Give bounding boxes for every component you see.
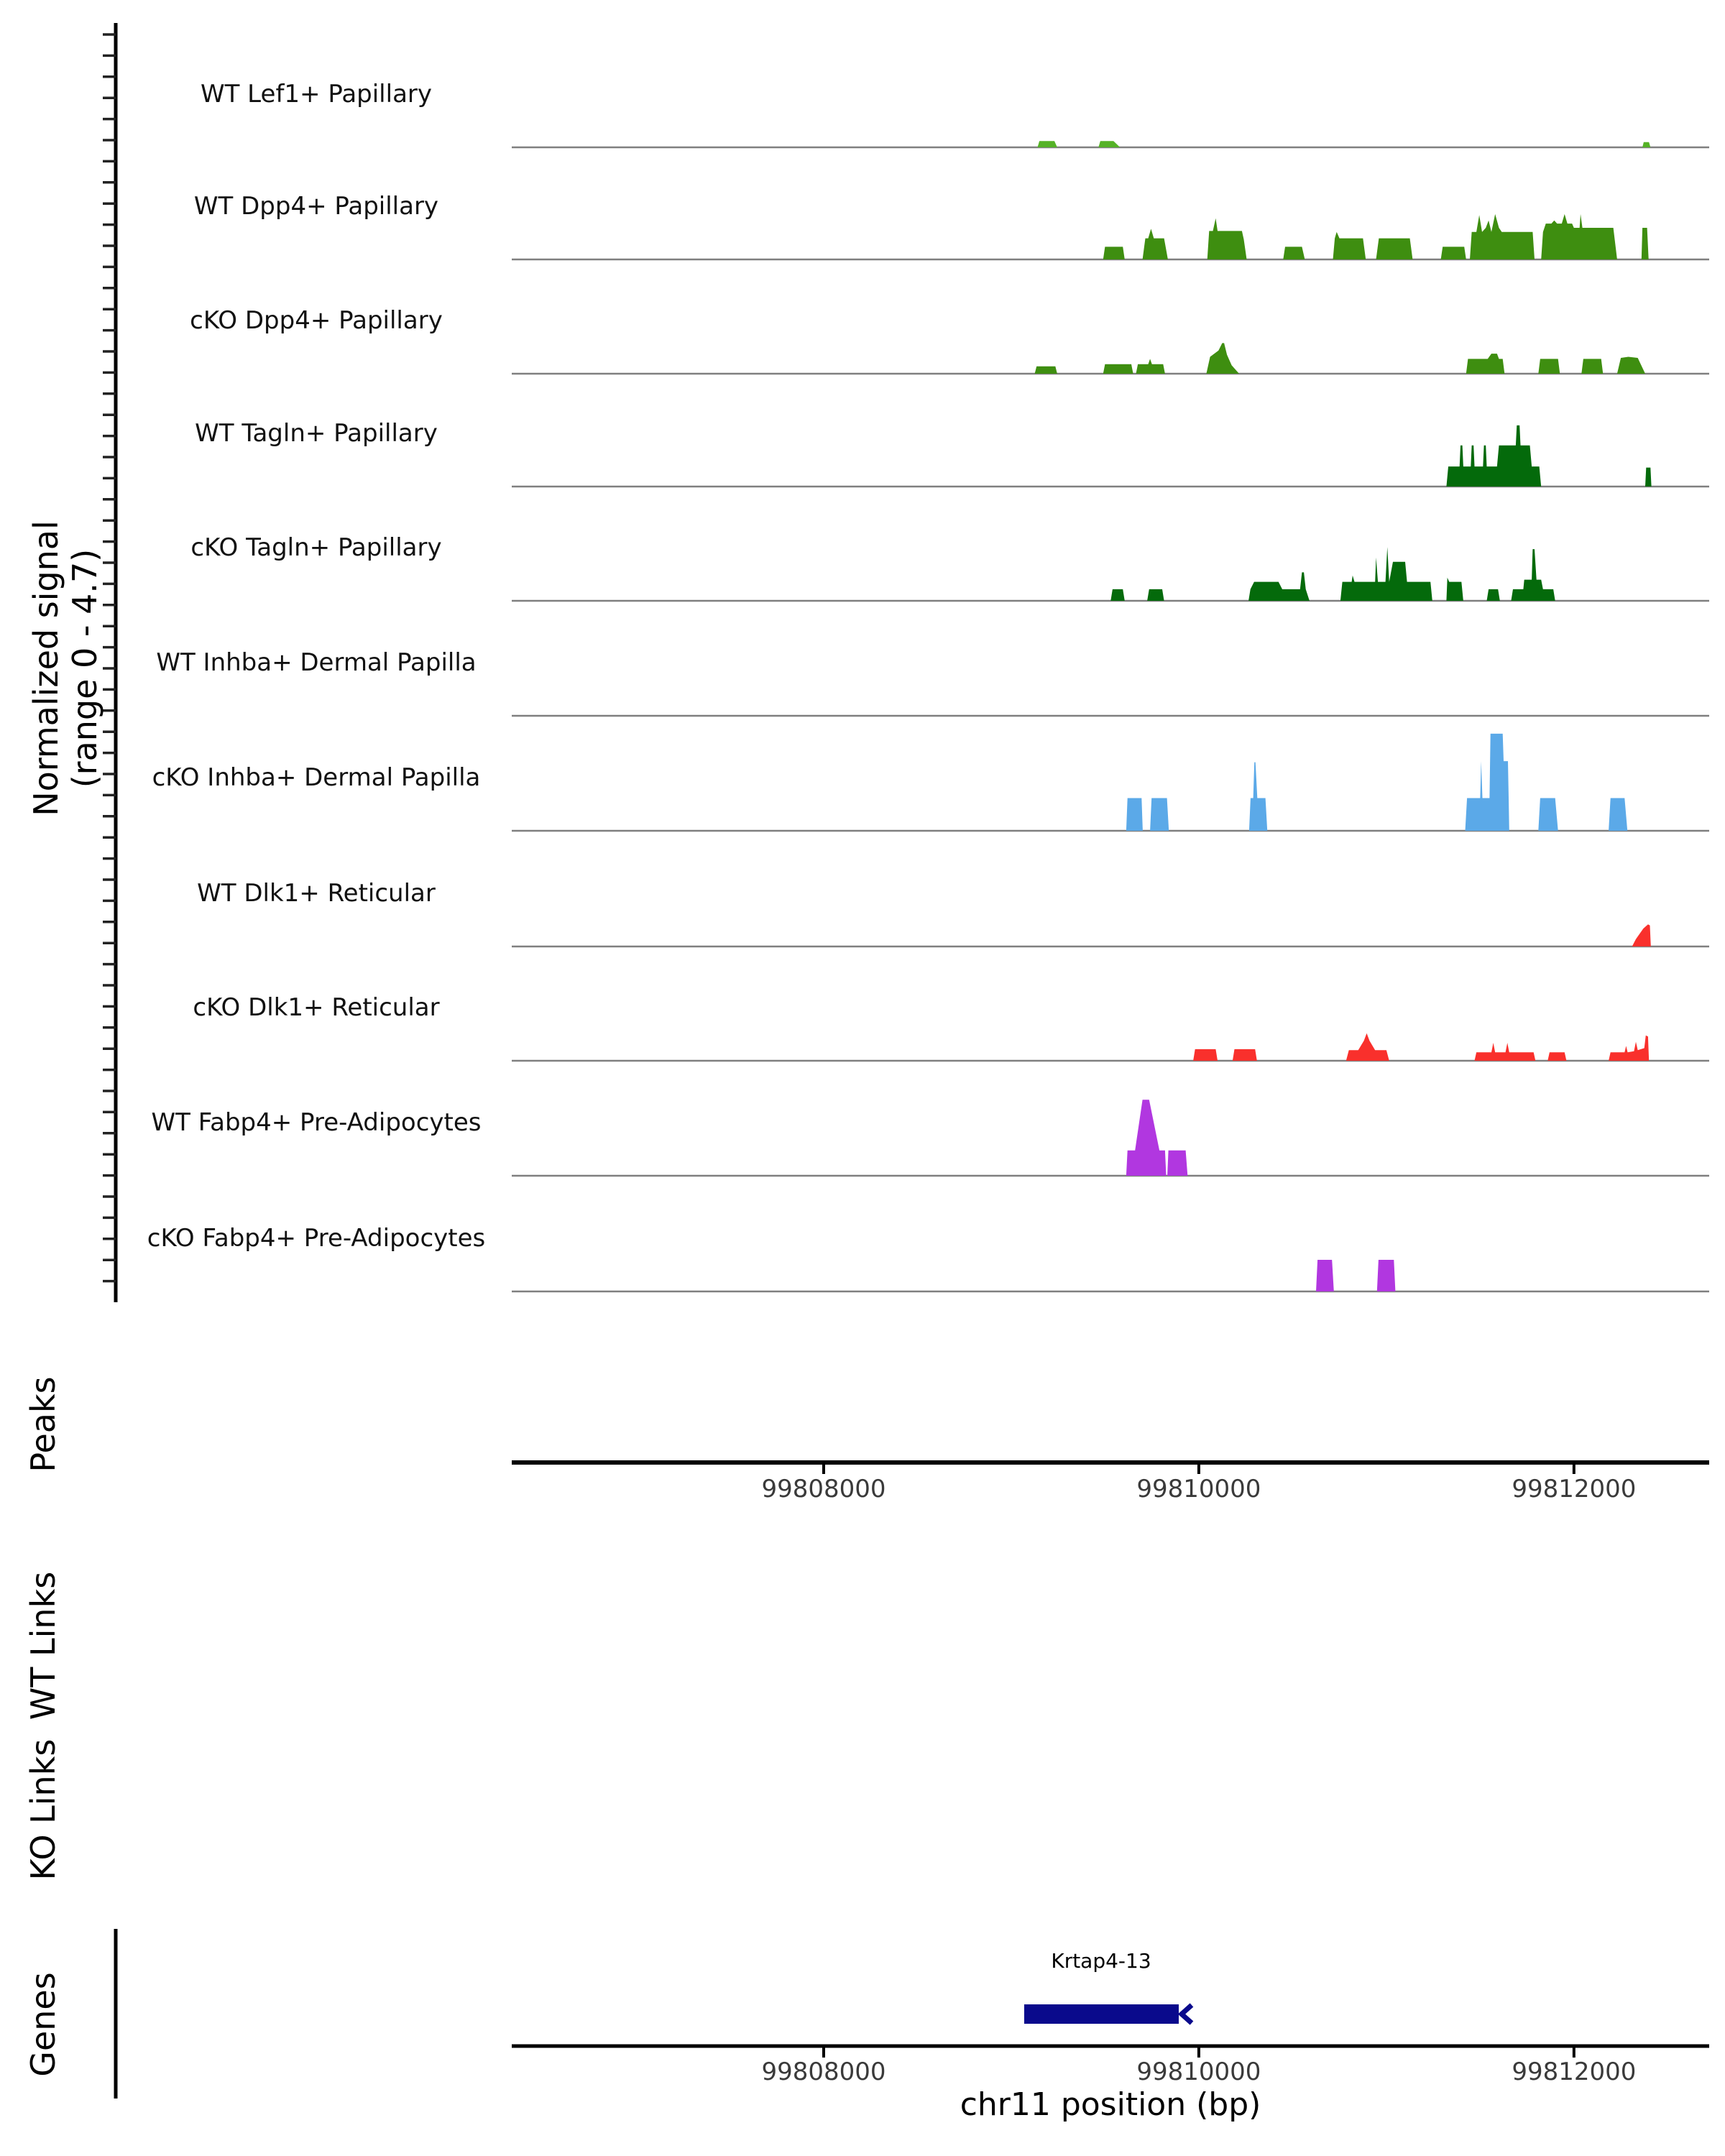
signal-peak-polygon — [1126, 798, 1143, 831]
section-label-genes: Genes — [24, 1972, 63, 2077]
signal-peak-polygon — [1143, 229, 1168, 259]
peaks-axis-tick-99812000: 99812000 — [1512, 1475, 1637, 1503]
signal-peak-polygon — [1110, 589, 1125, 601]
signal-peak-polygon — [1538, 359, 1560, 374]
signal-peak-polygon — [1581, 359, 1603, 374]
signal-peak-polygon — [1446, 425, 1541, 487]
y-axis-label-line2: (range 0 - 4.7) — [65, 548, 105, 788]
signal-peak-polygon — [1642, 228, 1649, 259]
track-label-cko-dlk1: cKO Dlk1+ Reticular — [193, 993, 440, 1022]
signal-peak-polygon — [1441, 247, 1466, 259]
signal-peak-polygon — [1035, 367, 1057, 374]
signal-peak-polygon — [1376, 239, 1413, 259]
track-label-wt-inhba: WT Inhba+ Dermal Papilla — [156, 648, 477, 677]
signal-peak-polygon — [1208, 218, 1247, 259]
peaks-axis-tick-99808000: 99808000 — [761, 1475, 886, 1503]
section-label-ko-links: KO Links — [24, 1738, 63, 1881]
peaks-axis-tick-99810000: 99810000 — [1136, 1475, 1261, 1503]
track-label-wt-fabp4: WT Fabp4+ Pre-Adipocytes — [151, 1108, 482, 1137]
signal-peak-polygon — [1446, 578, 1463, 601]
signal-peak-polygon — [1038, 141, 1057, 147]
signal-peak-polygon — [1377, 1260, 1396, 1291]
x-axis-tick-99808000: 99808000 — [761, 2058, 886, 2086]
signal-peak-polygon — [1609, 1036, 1649, 1061]
track-label-cko-dpp4: cKO Dpp4+ Papillary — [190, 306, 443, 335]
gene-strand-arrow-icon — [1182, 2005, 1192, 2023]
signal-peak-polygon — [1283, 247, 1305, 259]
signal-peak-polygon — [1346, 1033, 1389, 1061]
signal-peak-polygon — [1466, 734, 1509, 831]
signal-peak-polygon — [1167, 1151, 1187, 1176]
gene-name-krtap4-13: Krtap4-13 — [1051, 1949, 1151, 1973]
signal-peak-polygon — [1609, 798, 1627, 831]
signal-peak-polygon — [1103, 247, 1125, 259]
signal-peak-polygon — [1193, 1049, 1218, 1061]
gene-body-krtap4-13 — [1024, 2004, 1179, 2024]
signal-peak-polygon — [1547, 1052, 1566, 1061]
signal-peak-polygon — [1340, 547, 1432, 601]
signal-peak-polygon — [1487, 589, 1500, 601]
track-label-cko-fabp4: cKO Fabp4+ Pre-Adipocytes — [147, 1224, 486, 1253]
signal-peak-polygon — [1248, 572, 1310, 601]
signal-peak-polygon — [1632, 924, 1651, 946]
y-axis-label-line1: Normalized signal — [27, 520, 65, 816]
signal-peak-polygon — [1645, 468, 1652, 487]
section-label-peaks: Peaks — [24, 1376, 63, 1473]
signal-peak-polygon — [1249, 763, 1267, 831]
signal-peak-polygon — [1475, 1043, 1536, 1061]
signal-peak-polygon — [1333, 232, 1366, 259]
signal-peak-polygon — [1103, 364, 1133, 374]
track-label-wt-tagln: WT Tagln+ Papillary — [195, 419, 438, 448]
signal-peak-polygon — [1642, 142, 1650, 147]
signal-peak-polygon — [1541, 214, 1617, 259]
signal-peak-polygon — [1538, 798, 1558, 831]
signal-peak-polygon — [1147, 589, 1164, 601]
signal-peak-polygon — [1136, 359, 1165, 374]
signal-peak-polygon — [1466, 354, 1505, 374]
signal-peak-polygon — [1233, 1049, 1257, 1061]
section-label-wt-links: WT Links — [24, 1571, 63, 1720]
signal-peak-polygon — [1470, 214, 1535, 259]
signal-peak-polygon — [1617, 357, 1645, 374]
signal-peak-polygon — [1150, 798, 1169, 831]
track-label-cko-inhba: cKO Inhba+ Dermal Papilla — [152, 763, 481, 792]
signal-peak-polygon — [1126, 1100, 1167, 1176]
signal-peak-polygon — [1316, 1260, 1334, 1291]
signal-peak-polygon — [1206, 343, 1239, 374]
track-label-wt-dlk1: WT Dlk1+ Reticular — [197, 879, 436, 908]
signal-peak-polygon — [1511, 549, 1555, 601]
x-axis-title: chr11 position (bp) — [960, 2086, 1261, 2123]
x-axis-tick-99810000: 99810000 — [1136, 2058, 1261, 2086]
track-label-wt-lef1: WT Lef1+ Papillary — [200, 80, 433, 109]
track-label-wt-dpp4: WT Dpp4+ Papillary — [193, 192, 439, 221]
track-label-cko-tagln: cKO Tagln+ Papillary — [190, 533, 442, 562]
signal-peak-polygon — [1098, 141, 1120, 147]
x-axis-tick-99812000: 99812000 — [1512, 2058, 1637, 2086]
